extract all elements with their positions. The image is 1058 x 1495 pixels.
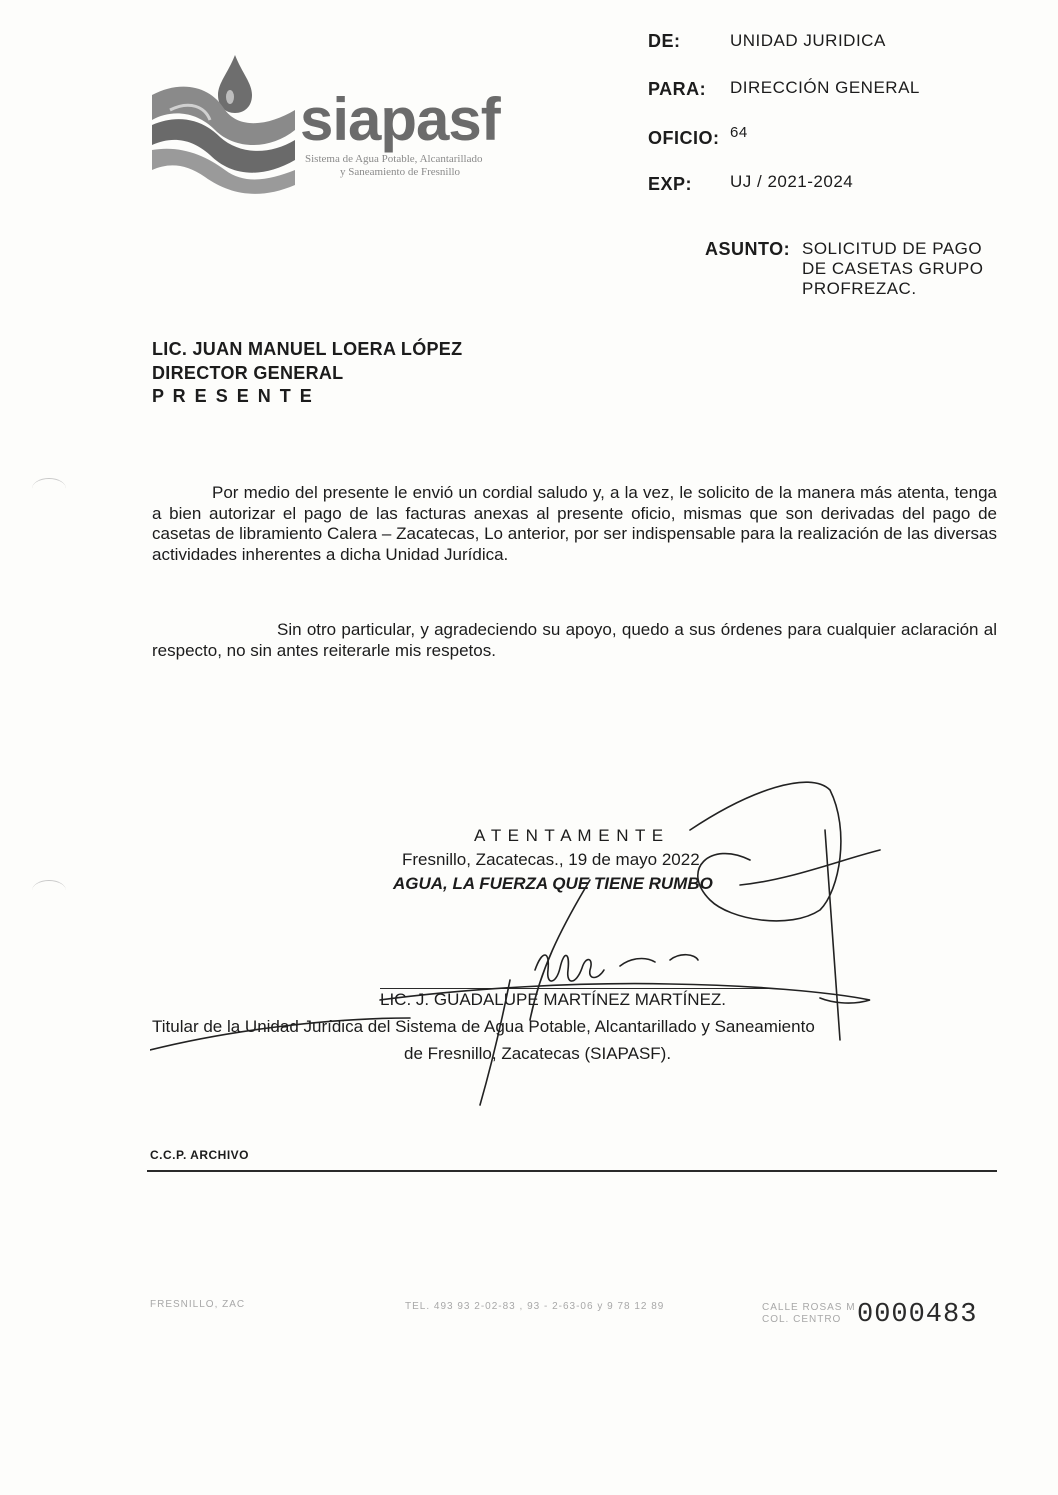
- body-paragraph-1: Por medio del presente le envió un cordial saludo y, a la vez, le solicito de la manera más atenta, tenga a bien autorizar el pago de las facturas anexas al presente oficio, mismas que son derivadas del pago de casetas de libramiento Calera – Zacatecas, Lo anterior, por ser indispensable para la realización de las diversas actividades inherentes a dicha Unidad Jurídica.: [152, 483, 997, 564]
- footer-divider: [147, 1170, 997, 1172]
- footer-phones: TEL. 493 93 2-02-83 , 93 - 2-63-06 y 9 78 12 89: [405, 1301, 665, 1312]
- logo-wordmark: siapasf: [300, 86, 500, 153]
- handwritten-signature-icon: [150, 770, 890, 1110]
- footer-address-line2: COL. CENTRO: [762, 1314, 842, 1325]
- logo-subtitle-line1: Sistema de Agua Potable, Alcantarillado: [305, 153, 483, 165]
- oficio-label: OFICIO:: [648, 128, 720, 148]
- signer-name: LIC. J. GUADALUPE MARTÍNEZ MARTÍNEZ.: [380, 990, 727, 1009]
- siapasf-logo: [150, 55, 540, 195]
- exp-value: UJ / 2021-2024: [730, 172, 854, 191]
- closing-place-date: Fresnillo, Zacatecas., 19 de mayo 2022: [402, 850, 700, 869]
- para-label: PARA:: [648, 79, 707, 99]
- signer-title-line2: de Fresnillo, Zacatecas (SIAPASF).: [404, 1044, 672, 1063]
- asunto-line: SOLICITUD DE PAGO: [802, 239, 983, 258]
- asunto-label: ASUNTO:: [705, 239, 791, 259]
- de-value: UNIDAD JURIDICA: [730, 31, 886, 50]
- de-label: DE:: [648, 31, 681, 51]
- closing-atentamente: A T E N T A M E N T E: [474, 826, 665, 845]
- footer-city: FRESNILLO, ZAC: [150, 1299, 246, 1310]
- ccp-archivo: C.C.P. ARCHIVO: [150, 1148, 250, 1162]
- asunto-line: PROFREZAC.: [802, 279, 917, 298]
- stamp-number: 0000483: [857, 1300, 978, 1330]
- signer-title-line1: Titular de la Unidad Jurídica del Sistema de Agua Potable, Alcantarillado y Saneamiento: [152, 1017, 815, 1036]
- para-value: DIRECCIÓN GENERAL: [730, 78, 920, 97]
- asunto-line: DE CASETAS GRUPO: [802, 259, 984, 278]
- addressee-name: LIC. JUAN MANUEL LOERA LÓPEZ: [152, 339, 463, 359]
- logo-subtitle-line2: y Saneamiento de Fresnillo: [340, 166, 461, 178]
- addressee-title: DIRECTOR GENERAL: [152, 363, 344, 383]
- addressee-present: P R E S E N T E: [152, 386, 314, 406]
- body-paragraph-2: Sin otro particular, y agradeciendo su apoyo, quedo a sus órdenes para cualquier aclaración al respecto, no sin antes reiterarle mis respetos.: [152, 620, 997, 660]
- exp-label: EXP:: [648, 174, 693, 194]
- asunto-value: [802, 239, 984, 299]
- oficio-value: 64: [730, 124, 748, 141]
- closing-motto: AGUA, LA FUERZA QUE TIENE RUMBO: [393, 874, 713, 893]
- punch-mark: [32, 478, 66, 499]
- footer-address-line1: CALLE ROSAS M: [762, 1302, 856, 1313]
- punch-mark: [32, 880, 66, 901]
